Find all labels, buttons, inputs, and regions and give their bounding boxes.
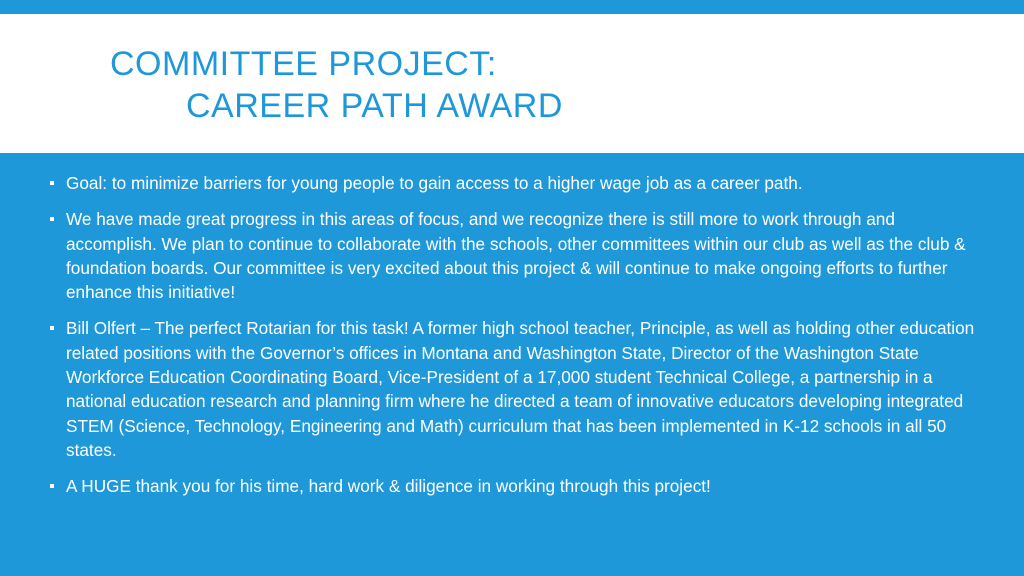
square-bullet-icon xyxy=(50,217,54,221)
slide-title-line-2: CAREER PATH AWARD xyxy=(186,87,563,125)
bottom-accent-edge xyxy=(0,572,1024,576)
square-bullet-icon xyxy=(50,326,54,330)
bullet-item-goal xyxy=(48,171,984,195)
square-bullet-icon xyxy=(50,181,54,185)
bullet-text: A HUGE thank you for his time, hard work & diligence in working through this project! xyxy=(66,476,711,497)
content-area xyxy=(0,153,1024,576)
bullet-list xyxy=(48,171,984,511)
title-area xyxy=(0,14,1024,153)
bullet-text: We have made great progress in this areas of focus, and we recognize there is still more to work through and accomplish. We plan to continue to collaborate with the schools, other committees within our club as well as the club & foundation boards. Our committee is very excited about this project & will continue to make ongoing efforts to further enhance this initiative! xyxy=(66,209,966,303)
square-bullet-icon xyxy=(50,484,54,488)
bullet-text: Goal: to minimize barriers for young people to gain access to a higher wage job as a career path. xyxy=(66,173,803,193)
bullet-item-thank-you xyxy=(48,474,984,498)
slide-title-line-1: COMMITTEE PROJECT: xyxy=(110,45,497,83)
top-accent-strip xyxy=(0,0,1024,14)
bullet-text: Bill Olfert – The perfect Rotarian for this task! A former high school teacher, Principle, as well as holding other education related positions with the Governor’s offices in Montana and Washington State, Director of the Washington State Workforce Education Coordinating Board, Vice-President of a 17,000 student Technical College, a partnership in a national education research and planning firm where he directed a team of innovative educators developing integrated STEM (Science, Technology, Engineering and Math) curriculum that has been implemented in K-12 schools in all 50 states. xyxy=(66,318,975,460)
bullet-item-bill-olfert xyxy=(48,316,984,462)
bullet-item-progress xyxy=(48,207,984,304)
